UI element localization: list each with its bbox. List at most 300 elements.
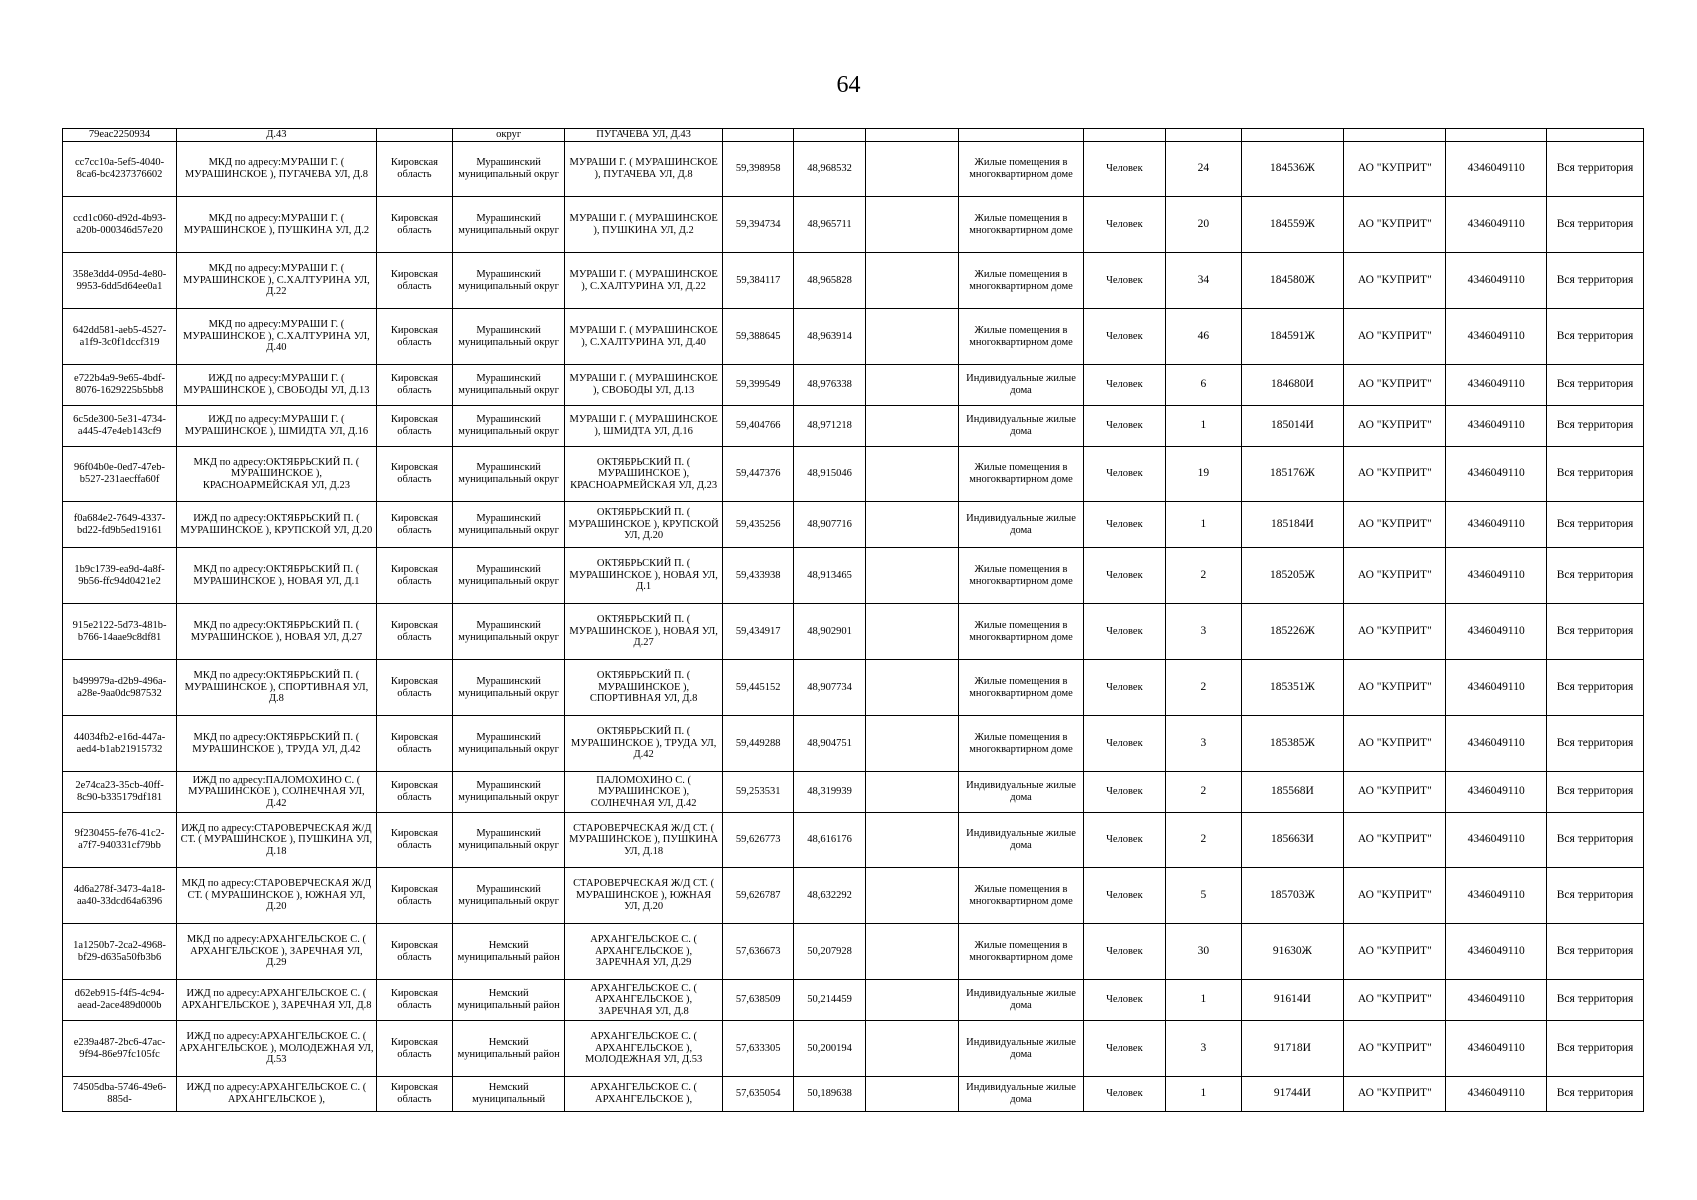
unit-cell: Человек <box>1083 924 1166 980</box>
organization-cell: АО "КУПРИТ" <box>1344 868 1446 924</box>
region-cell: Кировская область <box>376 253 452 309</box>
category-cell: Жилые помещения в многоквартирном доме <box>959 309 1083 365</box>
territory-cell: Вся территория <box>1547 1077 1644 1112</box>
code-cell: 91630Ж <box>1241 924 1344 980</box>
district-cell: Мурашинский муниципальный округ <box>453 772 565 813</box>
category-cell: Индивидуальные жилые дома <box>959 813 1083 868</box>
code-cell: 184559Ж <box>1241 197 1344 253</box>
latitude-cell: 59,398958 <box>723 142 794 197</box>
inn-cell: 4346049110 <box>1446 142 1547 197</box>
unit-cell: Человек <box>1083 716 1166 772</box>
latitude-cell: 57,636673 <box>723 924 794 980</box>
region-cell: Кировская область <box>376 502 452 548</box>
count-cell: 20 <box>1166 197 1241 253</box>
longitude-cell: 48,904751 <box>794 716 865 772</box>
unit-cell: Человек <box>1083 813 1166 868</box>
latitude-cell: 59,404766 <box>723 406 794 447</box>
unit-cell: Человек <box>1083 502 1166 548</box>
address-cell: АРХАНГЕЛЬСКОЕ С. ( АРХАНГЕЛЬСКОЕ ), МОЛОДЕЖНАЯ УЛ, Д.53 <box>565 1021 723 1077</box>
table-row <box>63 406 1644 447</box>
inn-cell: 4346049110 <box>1446 716 1547 772</box>
unit-cell: Человек <box>1083 772 1166 813</box>
inn-cell <box>1446 129 1547 142</box>
address-cell: МУРАШИ Г. ( МУРАШИНСКОЕ ), С.ХАЛТУРИНА УЛ, Д.40 <box>565 309 723 365</box>
count-cell: 2 <box>1166 548 1241 604</box>
code-cell: 185351Ж <box>1241 660 1344 716</box>
address-cell: ОКТЯБРЬСКИЙ П. ( МУРАШИНСКОЕ ), СПОРТИВНАЯ УЛ, Д.8 <box>565 660 723 716</box>
object-name-cell: ИЖД по адресу:АРХАНГЕЛЬСКОЕ С. ( АРХАНГЕЛЬСКОЕ ), <box>177 1077 377 1112</box>
district-cell: Мурашинский муниципальный округ <box>453 660 565 716</box>
code-cell: 185703Ж <box>1241 868 1344 924</box>
table-row <box>63 447 1644 502</box>
district-cell: Мурашинский муниципальный округ <box>453 197 565 253</box>
district-cell: Мурашинский муниципальный округ <box>453 142 565 197</box>
object-name-cell: Д.43 <box>177 129 377 142</box>
latitude-cell: 57,635054 <box>723 1077 794 1112</box>
longitude-cell: 48,965711 <box>794 197 865 253</box>
empty-cell <box>865 772 959 813</box>
longitude-cell: 48,319939 <box>794 772 865 813</box>
territory-cell: Вся территория <box>1547 365 1644 406</box>
category-cell: Жилые помещения в многоквартирном доме <box>959 197 1083 253</box>
table-row <box>63 924 1644 980</box>
object-name-cell: МКД по адресу:ОКТЯБРЬСКИЙ П. ( МУРАШИНСКОЕ ), ТРУДА УЛ, Д.42 <box>177 716 377 772</box>
territory-cell: Вся территория <box>1547 406 1644 447</box>
table-row <box>63 716 1644 772</box>
category-cell: Жилые помещения в многоквартирном доме <box>959 447 1083 502</box>
territory-cell: Вся территория <box>1547 548 1644 604</box>
inn-cell: 4346049110 <box>1446 604 1547 660</box>
count-cell: 30 <box>1166 924 1241 980</box>
unit-cell: Человек <box>1083 604 1166 660</box>
address-cell: ПАЛОМОХИНО С. ( МУРАШИНСКОЕ ), СОЛНЕЧНАЯ УЛ, Д.42 <box>565 772 723 813</box>
table-row <box>63 129 1644 142</box>
organization-cell: АО "КУПРИТ" <box>1344 660 1446 716</box>
count-cell: 3 <box>1166 1021 1241 1077</box>
empty-cell <box>865 868 959 924</box>
empty-cell <box>865 365 959 406</box>
organization-cell <box>1344 129 1446 142</box>
unit-cell: Человек <box>1083 660 1166 716</box>
count-cell: 6 <box>1166 365 1241 406</box>
territory-cell: Вся территория <box>1547 604 1644 660</box>
count-cell: 5 <box>1166 868 1241 924</box>
category-cell: Индивидуальные жилые дома <box>959 1077 1083 1112</box>
region-cell: Кировская область <box>376 660 452 716</box>
address-cell: ОКТЯБРЬСКИЙ П. ( МУРАШИНСКОЕ ), КРУПСКОЙ УЛ, Д.20 <box>565 502 723 548</box>
inn-cell: 4346049110 <box>1446 548 1547 604</box>
inn-cell: 4346049110 <box>1446 309 1547 365</box>
organization-cell: АО "КУПРИТ" <box>1344 142 1446 197</box>
object-name-cell: МКД по адресу:МУРАШИ Г. ( МУРАШИНСКОЕ ), С.ХАЛТУРИНА УЛ, Д.22 <box>177 253 377 309</box>
region-cell: Кировская область <box>376 406 452 447</box>
table-row <box>63 253 1644 309</box>
region-cell: Кировская область <box>376 980 452 1021</box>
region-cell: Кировская область <box>376 365 452 406</box>
latitude-cell: 59,626787 <box>723 868 794 924</box>
category-cell: Индивидуальные жилые дома <box>959 502 1083 548</box>
inn-cell: 4346049110 <box>1446 365 1547 406</box>
object-id-cell: 1b9c1739-ea9d-4a8f-9b56-ffc94d0421e2 <box>63 548 177 604</box>
territory-cell: Вся территория <box>1547 813 1644 868</box>
object-id-cell: 915e2122-5d73-481b-b766-14aae9c8df81 <box>63 604 177 660</box>
empty-cell <box>865 142 959 197</box>
empty-cell <box>865 604 959 660</box>
organization-cell: АО "КУПРИТ" <box>1344 1021 1446 1077</box>
object-name-cell: МКД по адресу:МУРАШИ Г. ( МУРАШИНСКОЕ ), ПУШКИНА УЛ, Д.2 <box>177 197 377 253</box>
code-cell: 91718И <box>1241 1021 1344 1077</box>
region-cell: Кировская область <box>376 447 452 502</box>
code-cell: 91614И <box>1241 980 1344 1021</box>
category-cell: Жилые помещения в многоквартирном доме <box>959 716 1083 772</box>
empty-cell <box>865 548 959 604</box>
district-cell: Немский муниципальный <box>453 1077 565 1112</box>
address-cell: МУРАШИ Г. ( МУРАШИНСКОЕ ), ПУШКИНА УЛ, Д.2 <box>565 197 723 253</box>
longitude-cell: 48,632292 <box>794 868 865 924</box>
empty-cell <box>865 197 959 253</box>
inn-cell: 4346049110 <box>1446 502 1547 548</box>
region-cell: Кировская область <box>376 716 452 772</box>
longitude-cell: 48,971218 <box>794 406 865 447</box>
inn-cell: 4346049110 <box>1446 868 1547 924</box>
district-cell: Немский муниципальный район <box>453 1021 565 1077</box>
address-cell: ОКТЯБРЬСКИЙ П. ( МУРАШИНСКОЕ ), КРАСНОАРМЕЙСКАЯ УЛ, Д.23 <box>565 447 723 502</box>
organization-cell: АО "КУПРИТ" <box>1344 924 1446 980</box>
inn-cell: 4346049110 <box>1446 980 1547 1021</box>
category-cell: Жилые помещения в многоквартирном доме <box>959 548 1083 604</box>
code-cell: 185226Ж <box>1241 604 1344 660</box>
category-cell: Жилые помещения в многоквартирном доме <box>959 142 1083 197</box>
unit-cell: Человек <box>1083 142 1166 197</box>
territory-cell: Вся территория <box>1547 660 1644 716</box>
category-cell: Жилые помещения в многоквартирном доме <box>959 868 1083 924</box>
latitude-cell <box>723 129 794 142</box>
longitude-cell: 50,207928 <box>794 924 865 980</box>
longitude-cell: 48,915046 <box>794 447 865 502</box>
territory-cell <box>1547 129 1644 142</box>
table-row <box>63 142 1644 197</box>
region-cell: Кировская область <box>376 924 452 980</box>
registry-table-body <box>63 129 1644 1112</box>
category-cell: Жилые помещения в многоквартирном доме <box>959 253 1083 309</box>
empty-cell <box>865 660 959 716</box>
code-cell: 185205Ж <box>1241 548 1344 604</box>
table-row <box>63 309 1644 365</box>
longitude-cell: 48,968532 <box>794 142 865 197</box>
empty-cell <box>865 1021 959 1077</box>
longitude-cell: 48,976338 <box>794 365 865 406</box>
inn-cell: 4346049110 <box>1446 1021 1547 1077</box>
latitude-cell: 59,434917 <box>723 604 794 660</box>
territory-cell: Вся территория <box>1547 447 1644 502</box>
category-cell: Индивидуальные жилые дома <box>959 1021 1083 1077</box>
code-cell: 91744И <box>1241 1077 1344 1112</box>
region-cell: Кировская область <box>376 772 452 813</box>
code-cell: 184591Ж <box>1241 309 1344 365</box>
object-name-cell: ИЖД по адресу:МУРАШИ Г. ( МУРАШИНСКОЕ ), СВОБОДЫ УЛ, Д.13 <box>177 365 377 406</box>
address-cell: МУРАШИ Г. ( МУРАШИНСКОЕ ), С.ХАЛТУРИНА УЛ, Д.22 <box>565 253 723 309</box>
table-row <box>63 604 1644 660</box>
count-cell: 3 <box>1166 604 1241 660</box>
count-cell <box>1166 129 1241 142</box>
district-cell: Мурашинский муниципальный округ <box>453 253 565 309</box>
organization-cell: АО "КУПРИТ" <box>1344 447 1446 502</box>
latitude-cell: 59,449288 <box>723 716 794 772</box>
territory-cell: Вся территория <box>1547 1021 1644 1077</box>
empty-cell <box>865 447 959 502</box>
longitude-cell: 48,913465 <box>794 548 865 604</box>
object-name-cell: ИЖД по адресу:ПАЛОМОХИНО С. ( МУРАШИНСКОЕ ), СОЛНЕЧНАЯ УЛ, Д.42 <box>177 772 377 813</box>
organization-cell: АО "КУПРИТ" <box>1344 365 1446 406</box>
longitude-cell: 48,902901 <box>794 604 865 660</box>
object-name-cell: ИЖД по адресу:АРХАНГЕЛЬСКОЕ С. ( АРХАНГЕЛЬСКОЕ ), ЗАРЕЧНАЯ УЛ, Д.8 <box>177 980 377 1021</box>
count-cell: 24 <box>1166 142 1241 197</box>
count-cell: 2 <box>1166 772 1241 813</box>
address-cell: АРХАНГЕЛЬСКОЕ С. ( АРХАНГЕЛЬСКОЕ ), ЗАРЕЧНАЯ УЛ, Д.29 <box>565 924 723 980</box>
count-cell: 2 <box>1166 660 1241 716</box>
table-row <box>63 868 1644 924</box>
category-cell: Индивидуальные жилые дома <box>959 980 1083 1021</box>
object-name-cell: МКД по адресу:МУРАШИ Г. ( МУРАШИНСКОЕ ), С.ХАЛТУРИНА УЛ, Д.40 <box>177 309 377 365</box>
district-cell: Мурашинский муниципальный округ <box>453 604 565 660</box>
category-cell: Индивидуальные жилые дома <box>959 772 1083 813</box>
unit-cell: Человек <box>1083 868 1166 924</box>
region-cell: Кировская область <box>376 868 452 924</box>
latitude-cell: 59,388645 <box>723 309 794 365</box>
organization-cell: АО "КУПРИТ" <box>1344 548 1446 604</box>
organization-cell: АО "КУПРИТ" <box>1344 309 1446 365</box>
unit-cell: Человек <box>1083 447 1166 502</box>
district-cell: округ <box>453 129 565 142</box>
object-id-cell: 96f04b0e-0ed7-47eb-b527-231aecffa60f <box>63 447 177 502</box>
address-cell: МУРАШИ Г. ( МУРАШИНСКОЕ ), СВОБОДЫ УЛ, Д.13 <box>565 365 723 406</box>
organization-cell: АО "КУПРИТ" <box>1344 716 1446 772</box>
page-number: 64 <box>836 72 861 98</box>
code-cell: 185568И <box>1241 772 1344 813</box>
count-cell: 1 <box>1166 1077 1241 1112</box>
object-id-cell: ccd1c060-d92d-4b93-a20b-000346d57e20 <box>63 197 177 253</box>
longitude-cell: 48,907716 <box>794 502 865 548</box>
object-id-cell: 642dd581-aeb5-4527-a1f9-3c0f1dccf319 <box>63 309 177 365</box>
count-cell: 34 <box>1166 253 1241 309</box>
address-cell: СТАРОВЕРЧЕСКАЯ Ж/Д СТ. ( МУРАШИНСКОЕ ), ПУШКИНА УЛ, Д.18 <box>565 813 723 868</box>
empty-cell <box>865 813 959 868</box>
longitude-cell: 50,200194 <box>794 1021 865 1077</box>
district-cell: Мурашинский муниципальный округ <box>453 406 565 447</box>
object-id-cell: 79eac2250934 <box>63 129 177 142</box>
latitude-cell: 59,445152 <box>723 660 794 716</box>
object-id-cell: 1a1250b7-2ca2-4968-bf29-d635a50fb3b6 <box>63 924 177 980</box>
region-cell: Кировская область <box>376 309 452 365</box>
object-id-cell: 2e74ca23-35cb-40ff-8c90-b335179df181 <box>63 772 177 813</box>
code-cell <box>1241 129 1344 142</box>
longitude-cell: 48,963914 <box>794 309 865 365</box>
organization-cell: АО "КУПРИТ" <box>1344 980 1446 1021</box>
empty-cell <box>865 924 959 980</box>
object-id-cell: 44034fb2-e16d-447a-aed4-b1ab21915732 <box>63 716 177 772</box>
object-name-cell: ИЖД по адресу:СТАРОВЕРЧЕСКАЯ Ж/Д СТ. ( МУРАШИНСКОЕ ), ПУШКИНА УЛ, Д.18 <box>177 813 377 868</box>
table-row <box>63 502 1644 548</box>
latitude-cell: 59,399549 <box>723 365 794 406</box>
unit-cell: Человек <box>1083 365 1166 406</box>
territory-cell: Вся территория <box>1547 502 1644 548</box>
empty-cell <box>865 309 959 365</box>
organization-cell: АО "КУПРИТ" <box>1344 253 1446 309</box>
region-cell: Кировская область <box>376 604 452 660</box>
territory-cell: Вся территория <box>1547 142 1644 197</box>
object-id-cell: 358e3dd4-095d-4e80-9953-6dd5d64ee0a1 <box>63 253 177 309</box>
organization-cell: АО "КУПРИТ" <box>1344 197 1446 253</box>
district-cell: Немский муниципальный район <box>453 924 565 980</box>
count-cell: 1 <box>1166 406 1241 447</box>
district-cell: Мурашинский муниципальный округ <box>453 502 565 548</box>
count-cell: 46 <box>1166 309 1241 365</box>
code-cell: 184580Ж <box>1241 253 1344 309</box>
category-cell: Индивидуальные жилые дома <box>959 365 1083 406</box>
empty-cell <box>865 253 959 309</box>
latitude-cell: 59,435256 <box>723 502 794 548</box>
object-id-cell: e722b4a9-9e65-4bdf-8076-1629225b5bb8 <box>63 365 177 406</box>
object-name-cell: МКД по адресу:ОКТЯБРЬСКИЙ П. ( МУРАШИНСКОЕ ), НОВАЯ УЛ, Д.1 <box>177 548 377 604</box>
category-cell: Индивидуальные жилые дома <box>959 406 1083 447</box>
object-id-cell: 9f230455-fe76-41c2-a7f7-940331cf79bb <box>63 813 177 868</box>
object-id-cell: d62eb915-f4f5-4c94-aead-2ace489d000b <box>63 980 177 1021</box>
longitude-cell: 50,214459 <box>794 980 865 1021</box>
empty-cell <box>865 502 959 548</box>
table-row <box>63 197 1644 253</box>
address-cell: ПУГАЧЕВА УЛ, Д.43 <box>565 129 723 142</box>
inn-cell: 4346049110 <box>1446 772 1547 813</box>
district-cell: Мурашинский муниципальный округ <box>453 309 565 365</box>
code-cell: 185663И <box>1241 813 1344 868</box>
address-cell: ОКТЯБРЬСКИЙ П. ( МУРАШИНСКОЕ ), НОВАЯ УЛ, Д.27 <box>565 604 723 660</box>
district-cell: Мурашинский муниципальный округ <box>453 813 565 868</box>
territory-cell: Вся территория <box>1547 197 1644 253</box>
region-cell: Кировская область <box>376 813 452 868</box>
unit-cell: Человек <box>1083 548 1166 604</box>
object-id-cell: cc7cc10a-5ef5-4040-8ca6-bc4237376602 <box>63 142 177 197</box>
empty-cell <box>865 406 959 447</box>
table-row <box>63 365 1644 406</box>
code-cell: 185184И <box>1241 502 1344 548</box>
count-cell: 1 <box>1166 502 1241 548</box>
organization-cell: АО "КУПРИТ" <box>1344 502 1446 548</box>
inn-cell: 4346049110 <box>1446 1077 1547 1112</box>
unit-cell: Человек <box>1083 197 1166 253</box>
territory-cell: Вся территория <box>1547 309 1644 365</box>
region-cell: Кировская область <box>376 548 452 604</box>
empty-cell <box>865 716 959 772</box>
empty-cell <box>865 980 959 1021</box>
count-cell: 3 <box>1166 716 1241 772</box>
latitude-cell: 57,638509 <box>723 980 794 1021</box>
object-name-cell: МКД по адресу:МУРАШИ Г. ( МУРАШИНСКОЕ ), ПУГАЧЕВА УЛ, Д.8 <box>177 142 377 197</box>
code-cell: 185176Ж <box>1241 447 1344 502</box>
territory-cell: Вся территория <box>1547 716 1644 772</box>
organization-cell: АО "КУПРИТ" <box>1344 813 1446 868</box>
district-cell: Мурашинский муниципальный округ <box>453 365 565 406</box>
address-cell: МУРАШИ Г. ( МУРАШИНСКОЕ ), ПУГАЧЕВА УЛ, Д.8 <box>565 142 723 197</box>
territory-cell: Вся территория <box>1547 868 1644 924</box>
table-row <box>63 548 1644 604</box>
latitude-cell: 59,394734 <box>723 197 794 253</box>
address-cell: АРХАНГЕЛЬСКОЕ С. ( АРХАНГЕЛЬСКОЕ ), ЗАРЕЧНАЯ УЛ, Д.8 <box>565 980 723 1021</box>
object-name-cell: ИЖД по адресу:АРХАНГЕЛЬСКОЕ С. ( АРХАНГЕЛЬСКОЕ ), МОЛОДЕЖНАЯ УЛ, Д.53 <box>177 1021 377 1077</box>
code-cell: 185014И <box>1241 406 1344 447</box>
region-cell: Кировская область <box>376 142 452 197</box>
inn-cell: 4346049110 <box>1446 447 1547 502</box>
inn-cell: 4346049110 <box>1446 253 1547 309</box>
inn-cell: 4346049110 <box>1446 406 1547 447</box>
inn-cell: 4346049110 <box>1446 813 1547 868</box>
district-cell: Немский муниципальный район <box>453 980 565 1021</box>
unit-cell: Человек <box>1083 253 1166 309</box>
unit-cell: Человек <box>1083 406 1166 447</box>
table-row <box>63 813 1644 868</box>
organization-cell: АО "КУПРИТ" <box>1344 772 1446 813</box>
latitude-cell: 59,433938 <box>723 548 794 604</box>
territory-cell: Вся территория <box>1547 980 1644 1021</box>
latitude-cell: 59,626773 <box>723 813 794 868</box>
inn-cell: 4346049110 <box>1446 197 1547 253</box>
district-cell: Мурашинский муниципальный округ <box>453 548 565 604</box>
object-name-cell: ИЖД по адресу:МУРАШИ Г. ( МУРАШИНСКОЕ ), ШМИДТА УЛ, Д.16 <box>177 406 377 447</box>
organization-cell: АО "КУПРИТ" <box>1344 1077 1446 1112</box>
code-cell: 184536Ж <box>1241 142 1344 197</box>
region-cell: Кировская область <box>376 1021 452 1077</box>
region-cell: Кировская область <box>376 1077 452 1112</box>
object-id-cell: b499979a-d2b9-496a-a28e-9aa0dc987532 <box>63 660 177 716</box>
count-cell: 19 <box>1166 447 1241 502</box>
object-id-cell: 74505dba-5746-49e6-885d- <box>63 1077 177 1112</box>
longitude-cell: 48,907734 <box>794 660 865 716</box>
address-cell: МУРАШИ Г. ( МУРАШИНСКОЕ ), ШМИДТА УЛ, Д.16 <box>565 406 723 447</box>
category-cell: Жилые помещения в многоквартирном доме <box>959 660 1083 716</box>
district-cell: Мурашинский муниципальный округ <box>453 868 565 924</box>
territory-cell: Вся территория <box>1547 924 1644 980</box>
empty-cell <box>865 1077 959 1112</box>
latitude-cell: 57,633305 <box>723 1021 794 1077</box>
unit-cell: Человек <box>1083 1021 1166 1077</box>
object-name-cell: МКД по адресу:ОКТЯБРЬСКИЙ П. ( МУРАШИНСКОЕ ), СПОРТИВНАЯ УЛ, Д.8 <box>177 660 377 716</box>
region-cell <box>376 129 452 142</box>
object-id-cell: 4d6a278f-3473-4a18-aa40-33dcd64a6396 <box>63 868 177 924</box>
district-cell: Мурашинский муниципальный округ <box>453 716 565 772</box>
category-cell: Жилые помещения в многоквартирном доме <box>959 604 1083 660</box>
empty-cell <box>865 129 959 142</box>
inn-cell: 4346049110 <box>1446 924 1547 980</box>
longitude-cell <box>794 129 865 142</box>
unit-cell: Человек <box>1083 980 1166 1021</box>
unit-cell: Человек <box>1083 1077 1166 1112</box>
address-cell: ОКТЯБРЬСКИЙ П. ( МУРАШИНСКОЕ ), ТРУДА УЛ, Д.42 <box>565 716 723 772</box>
region-cell: Кировская область <box>376 197 452 253</box>
object-name-cell: МКД по адресу:АРХАНГЕЛЬСКОЕ С. ( АРХАНГЕЛЬСКОЕ ), ЗАРЕЧНАЯ УЛ, Д.29 <box>177 924 377 980</box>
table-row <box>63 980 1644 1021</box>
unit-cell: Человек <box>1083 309 1166 365</box>
address-cell: ОКТЯБРЬСКИЙ П. ( МУРАШИНСКОЕ ), НОВАЯ УЛ, Д.1 <box>565 548 723 604</box>
object-name-cell: МКД по адресу:ОКТЯБРЬСКИЙ П. ( МУРАШИНСКОЕ ), КРАСНОАРМЕЙСКАЯ УЛ, Д.23 <box>177 447 377 502</box>
code-cell: 185385Ж <box>1241 716 1344 772</box>
object-name-cell: МКД по адресу:ОКТЯБРЬСКИЙ П. ( МУРАШИНСКОЕ ), НОВАЯ УЛ, Д.27 <box>177 604 377 660</box>
table-row <box>63 660 1644 716</box>
longitude-cell: 50,189638 <box>794 1077 865 1112</box>
territory-cell: Вся территория <box>1547 772 1644 813</box>
count-cell: 1 <box>1166 980 1241 1021</box>
registry-table <box>62 128 1644 1112</box>
district-cell: Мурашинский муниципальный округ <box>453 447 565 502</box>
territory-cell: Вся территория <box>1547 253 1644 309</box>
